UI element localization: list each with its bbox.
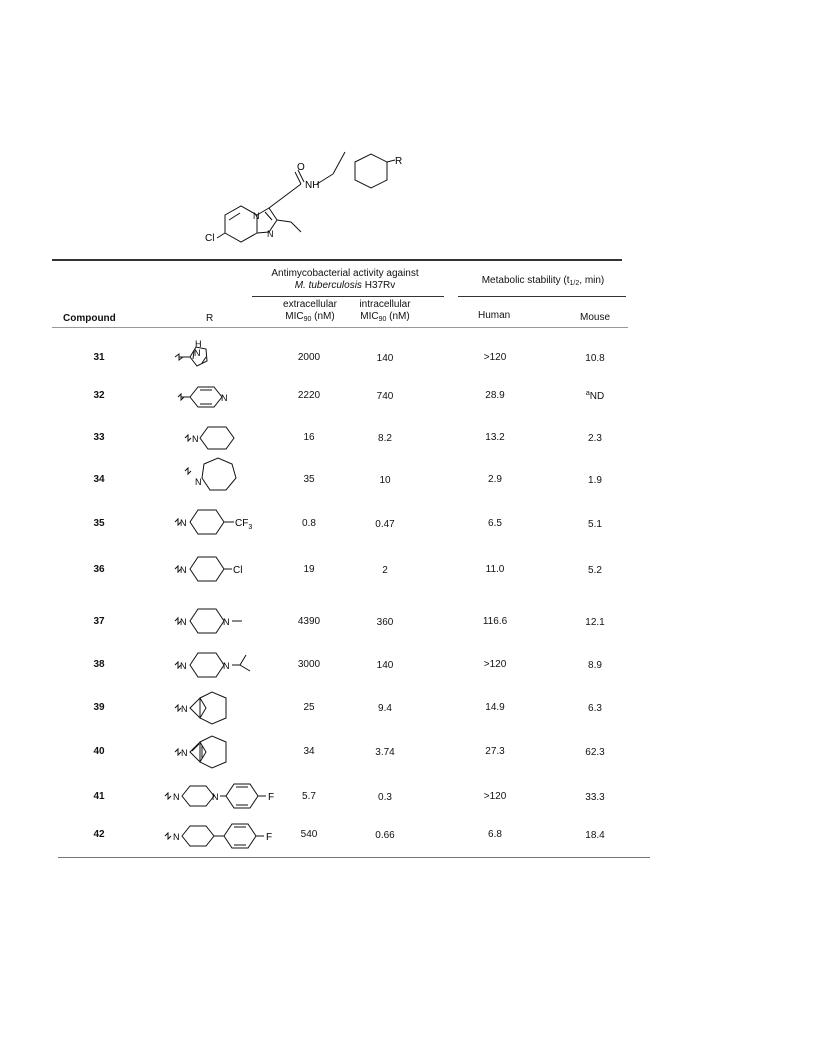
compound-header: Compound — [63, 313, 116, 324]
r-structure-32 — [170, 382, 250, 412]
cell-intracellular: 360 — [376, 617, 394, 628]
cell-mouse — [555, 391, 635, 403]
cell-human: 14.9 — [485, 702, 505, 713]
mpz-n1-label: N — [180, 617, 187, 627]
cell-human: >120 — [483, 352, 507, 363]
cell-compound: 37 — [93, 616, 105, 627]
stability-suffix: , min) — [579, 275, 605, 286]
activity-header-rule — [252, 296, 444, 297]
cell-compound: 33 — [93, 432, 105, 443]
cl-label: Cl — [233, 565, 243, 576]
stability-header — [458, 275, 628, 287]
cell-mouse: 6.3 — [588, 703, 602, 714]
bridgehead-n-label: N — [253, 211, 260, 221]
cell-intracellular: 2 — [382, 565, 388, 576]
cell-human: 28.9 — [485, 390, 505, 401]
cell-mouse: 12.1 — [585, 617, 605, 628]
pyrrole-n-label: N — [194, 348, 201, 358]
amide-nh-label: NH — [305, 180, 320, 191]
pyridine-n-label: N — [221, 393, 228, 403]
r-group-label: R — [395, 156, 403, 167]
cl-pip-n-label: N — [180, 565, 187, 575]
cell-mouse-value: ND — [589, 391, 605, 402]
thi-n-label: N — [181, 748, 188, 758]
cell-human: 27.3 — [485, 746, 505, 757]
r-structure-34 — [180, 456, 260, 506]
imidazole-n-label: N — [267, 229, 274, 239]
extracellular-sub: 90 — [303, 316, 312, 323]
stability-label: Metabolic stability (t — [481, 275, 570, 286]
cell-extracellular: 35 — [303, 474, 315, 485]
cell-mouse: 1.9 — [588, 475, 602, 486]
cell-human: 13.2 — [485, 432, 505, 443]
cell-intracellular: 10 — [379, 475, 391, 486]
cell-intracellular: 8.2 — [378, 433, 392, 444]
azepane-n-label: N — [195, 477, 202, 487]
cell-intracellular: 0.66 — [375, 830, 395, 841]
cell-human: >120 — [483, 791, 507, 802]
piperidine-n-label: N — [192, 434, 199, 444]
cell-intracellular: 3.74 — [375, 747, 395, 758]
table-top-rule — [52, 259, 622, 261]
cell-extracellular: 4390 — [297, 616, 321, 627]
activity-organism: M. tuberculosis — [294, 280, 362, 291]
cell-compound: 40 — [93, 746, 105, 757]
cell-mouse: 33.3 — [585, 792, 605, 803]
cell-human: 6.5 — [488, 518, 502, 529]
fpz-n4-label: N — [212, 792, 219, 802]
cell-compound: 32 — [93, 390, 105, 401]
cell-extracellular: 0.8 — [302, 518, 316, 529]
mouse-header: Mouse — [580, 312, 611, 323]
intracellular-unit: (nM) — [386, 311, 410, 322]
intracellular-line1: intracellular — [359, 299, 411, 310]
chloro-label: Cl — [205, 233, 215, 244]
extracellular-unit: (nM) — [311, 311, 335, 322]
extracellular-line2: MIC — [285, 311, 304, 322]
r-structure-38 — [170, 645, 270, 685]
cell-compound: 41 — [93, 791, 105, 802]
cell-human: 2.9 — [488, 474, 502, 485]
fpp-f-label: F — [266, 832, 273, 843]
stability-sub: 1/2 — [569, 280, 580, 287]
activity-header — [250, 268, 440, 292]
fpp-n-label: N — [173, 832, 180, 842]
r-structure-33 — [180, 423, 260, 453]
mpz-n4-label: N — [223, 617, 230, 627]
cell-compound: 42 — [93, 829, 105, 840]
r-structure-41 — [160, 778, 290, 814]
cell-intracellular: 140 — [376, 353, 394, 364]
cf3-label: $CF_3$ — [235, 518, 253, 531]
extracellular-line1: extracellular — [283, 299, 337, 310]
carbonyl-o-label: O — [297, 162, 305, 173]
r-structure-40 — [170, 732, 270, 772]
cell-extracellular: 34 — [303, 746, 315, 757]
stability-header-rule — [458, 296, 626, 297]
cell-human: 116.6 — [482, 616, 508, 627]
human-header: Human — [478, 310, 511, 321]
cell-mouse: 10.8 — [585, 353, 605, 364]
r-structure-37 — [170, 604, 270, 638]
cell-intracellular: 0.3 — [378, 792, 392, 803]
cell-compound: 34 — [93, 474, 105, 485]
r-structure-39 — [170, 688, 270, 728]
cell-extracellular: 16 — [303, 432, 315, 443]
cell-intracellular: 0.47 — [375, 519, 395, 530]
cell-compound: 39 — [93, 702, 105, 713]
activity-header-line1: Antimycobacterial activity against — [271, 268, 419, 279]
scaffold-structure — [205, 140, 425, 250]
cell-compound: 35 — [93, 518, 105, 529]
r-structure-31 — [170, 335, 240, 375]
cell-intracellular: 740 — [376, 391, 394, 402]
cell-compound: 31 — [93, 352, 105, 363]
cell-extracellular: 19 — [303, 564, 315, 575]
cell-mouse: 62.3 — [585, 747, 605, 758]
extracellular-header — [270, 299, 350, 323]
cell-compound: 38 — [93, 659, 105, 670]
r-structure-36 — [170, 552, 270, 586]
cell-mouse: 18.4 — [585, 830, 605, 841]
cell-extracellular: 540 — [300, 829, 318, 840]
cell-mouse: 5.2 — [588, 565, 602, 576]
cell-extracellular: 2000 — [297, 352, 321, 363]
intracellular-header — [345, 299, 425, 323]
cell-extracellular: 25 — [303, 702, 315, 713]
cell-mouse: 8.9 — [588, 660, 602, 671]
cf3-pip-n-label: N — [180, 518, 187, 528]
cell-extracellular: 5.7 — [302, 791, 316, 802]
table-bottom-rule — [58, 857, 650, 858]
ipz-n1-label: N — [180, 661, 187, 671]
fpz-f-label: F — [268, 792, 275, 803]
intracellular-sub: 90 — [378, 316, 387, 323]
cell-extracellular: 3000 — [297, 659, 321, 670]
cell-human: 11.0 — [485, 564, 505, 575]
cell-intracellular: 9.4 — [378, 703, 392, 714]
ipz-n4-label: N — [223, 661, 230, 671]
cell-intracellular: 140 — [376, 660, 394, 671]
r-header: R — [206, 313, 214, 324]
cell-mouse: 5.1 — [588, 519, 602, 530]
fpz-n1-label: N — [173, 792, 180, 802]
cell-mouse: 2.3 — [588, 433, 602, 444]
cell-human: >120 — [483, 659, 507, 670]
oi-n-label: N — [181, 704, 188, 714]
activity-strain: H37Rv — [361, 280, 396, 291]
cell-extracellular: 2220 — [297, 390, 321, 401]
r-structure-35 — [170, 505, 270, 539]
footnote-marker: a — [585, 390, 590, 397]
intracellular-line2: MIC — [360, 311, 379, 322]
cell-human: 6.8 — [488, 829, 502, 840]
cell-compound: 36 — [93, 564, 105, 575]
header-bottom-rule — [52, 327, 628, 328]
r-structure-42 — [160, 818, 290, 854]
pyrrole-nh-label: H — [195, 339, 202, 349]
